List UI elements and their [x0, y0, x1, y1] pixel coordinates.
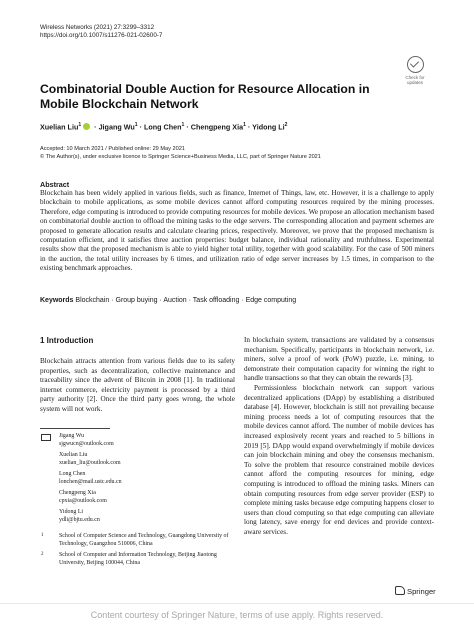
springer-horse-icon: [395, 586, 405, 595]
paragraph: In blockchain system, transactions are validated by a consensus mechanism. Specifically, participants in blockchain network, i.e. miners, solve a proof of work (PoW) puzzle, i.e. mining, to demonstrate their computation capacity for winning the right to handle transactions so that they can obtain the rewards [3].: [244, 336, 434, 383]
copyright-line: © The Author(s), under exclusive licence to Springer Science+Business Media, LLC, part of Springer Nature 2021: [40, 153, 321, 160]
badge-line1: Check for: [405, 75, 425, 80]
courtesy-footer: Content courtesy of Springer Nature, terms of use apply. Rights reserved.: [90, 610, 384, 620]
correspondence-entry: [40, 509, 230, 524]
publication-dates: [40, 146, 321, 161]
contact-name: Long Chen: [59, 471, 86, 477]
contact-name: Xuelian Liu: [59, 452, 88, 458]
dates-line: Accepted: 10 March 2021 / Published online: 29 May 2021: [40, 146, 185, 152]
author-separator: ·: [247, 122, 251, 132]
author-affil-marker: 1: [134, 122, 138, 128]
correspondence-entry: [40, 452, 230, 467]
author-affil-marker: 2: [284, 122, 288, 128]
paper-title: Combinatorial Double Auction for Resource Allocation in Mobile Blockchain Network: [40, 82, 370, 111]
publisher-name: Springer: [407, 587, 436, 596]
author-separator: ·: [94, 122, 97, 132]
section-heading: 1 Introduction: [40, 336, 94, 345]
author-name[interactable]: Xuelian Liu: [40, 122, 79, 132]
correspondence-entry: [40, 433, 230, 448]
badge-line2: updates: [406, 80, 423, 85]
check-for-updates-badge[interactable]: [399, 56, 431, 88]
correspondence-list: [40, 433, 230, 528]
paragraph: Permissionless blockchain network can support various decentralized applications (DApp) by establishing a distributed database [4]. However, blockchain is still not prevailing because mining process needs a lot of computing resources that the mobile devices cannot afford. The number of mobile devices has increased explosively recent years and reached to 5 billions in 2019 [5]. DApp would expand overwhelmingly if mobile devices can join blockchain mining and obey the consensus mechanism. To solve the problem that resource constrained mobile devices cannot afford the computing resources for mining, edge computing is introduced to offload the mining tasks. Miners can obtain computing resources from edge server provider (ESP) to complete mining tasks because edge computing happens closer to users than cloud computing so that edge computing can alleviate long latency, save energy for end devices and provide context-aware services.: [244, 383, 434, 536]
keywords: [40, 297, 296, 304]
orcid-icon[interactable]: [83, 123, 90, 130]
affiliation-entry: [40, 533, 235, 548]
author-separator: ·: [139, 122, 142, 132]
author-separator: ·: [186, 122, 189, 132]
author-affil-marker: 1: [181, 122, 185, 128]
journal-citation: Wireless Networks (2021) 27:3299–3312: [40, 24, 155, 31]
author-name[interactable]: Chengpeng Xia: [190, 122, 244, 132]
contact-name: Yidong Li: [59, 509, 84, 515]
keywords-list: Blockchain · Group buying · Auction · Task offloading · Edge computing: [75, 297, 297, 304]
author-affil-marker: 1: [78, 122, 82, 128]
contact-email[interactable]: ydli@bjtu.edu.cn: [59, 516, 100, 523]
contact-email[interactable]: sjgwucn@outlook.com: [59, 440, 114, 447]
intro-column-right: [244, 336, 434, 537]
envelope-icon: [41, 434, 51, 441]
correspondence-entry: [40, 471, 230, 486]
affiliation-entry: [40, 552, 235, 567]
author-list: [40, 122, 287, 131]
affiliations: [40, 533, 235, 571]
intro-column-left: Blockchain attracts attention from various fields due to its safety properties, such as decentralization, collective maintenance and traceability since the advent of Bitcoin in 2008 [1]. In traditional internet commerce, electricity payment is processed by a third party authority [2]. Once the third party goes wrong, the whole system will not work.: [40, 357, 235, 413]
affiliation-number: 2: [41, 552, 44, 557]
doi-link[interactable]: https://doi.org/10.1007/s11276-021-02600-7: [40, 32, 163, 39]
contact-email[interactable]: lonchen@mail.ustc.edu.cn: [59, 478, 122, 485]
correspondence-entry: [40, 490, 230, 505]
footnote-divider: [40, 428, 110, 429]
contact-email[interactable]: cpxia@outlook.com: [59, 497, 107, 504]
author-name[interactable]: Long Chen: [144, 122, 182, 132]
contact-name: Jigang Wu: [59, 433, 85, 439]
abstract-text: Blockchain has been widely applied in various fields, such as finance, Internet of Things, law, etc. However, it is a challenge to apply blockchain to mobile applications, as some mobile devices cannot afford computing resources required by the mining processes. Therefore, edge computing is introduced to provide computing resources for mobile devices. We propose an allocation mechanism based on combinatorial double auction to offload the mining tasks to the edge servers. The corresponding allocation and payment schemes are proposed to generate allocation results and calculate clearing prices, respectively. Moreover, we prove that the proposed mechanism is computation efficient, and it satisfies three auction properties: budget balance, individual rationality and truthfulness. Experimental results show that the proposed mechanism is able to yield higher total utility, together with good scalability. For the case of 500 miners in the auction, the total utility increases by 6 times, and utilization ratio of edge server increases by 1.5 times, in comparison to the existing benchmark approaches.: [40, 189, 434, 273]
author-name[interactable]: Yidong Li: [252, 122, 285, 132]
contact-email[interactable]: xuelian_liu@outlook.com: [59, 459, 121, 466]
affiliation-text: School of Computer Science and Technology, Guangdong University of Technology, Guangzhou 510006, China: [59, 533, 229, 547]
contact-name: Chengpeng Xia: [59, 490, 96, 496]
affiliation-number: 1: [41, 533, 44, 538]
affiliation-text: School of Computer and Information Technology, Beijing Jiaotong University, Beijing 100044, China: [59, 552, 217, 566]
check-updates-icon: [407, 56, 424, 73]
author-affil-marker: 1: [243, 122, 246, 128]
abstract-heading: Abstract: [40, 180, 70, 189]
author-name[interactable]: Jigang Wu: [98, 122, 135, 132]
keywords-label: Keywords: [40, 297, 74, 304]
publisher-logo: [395, 586, 436, 596]
